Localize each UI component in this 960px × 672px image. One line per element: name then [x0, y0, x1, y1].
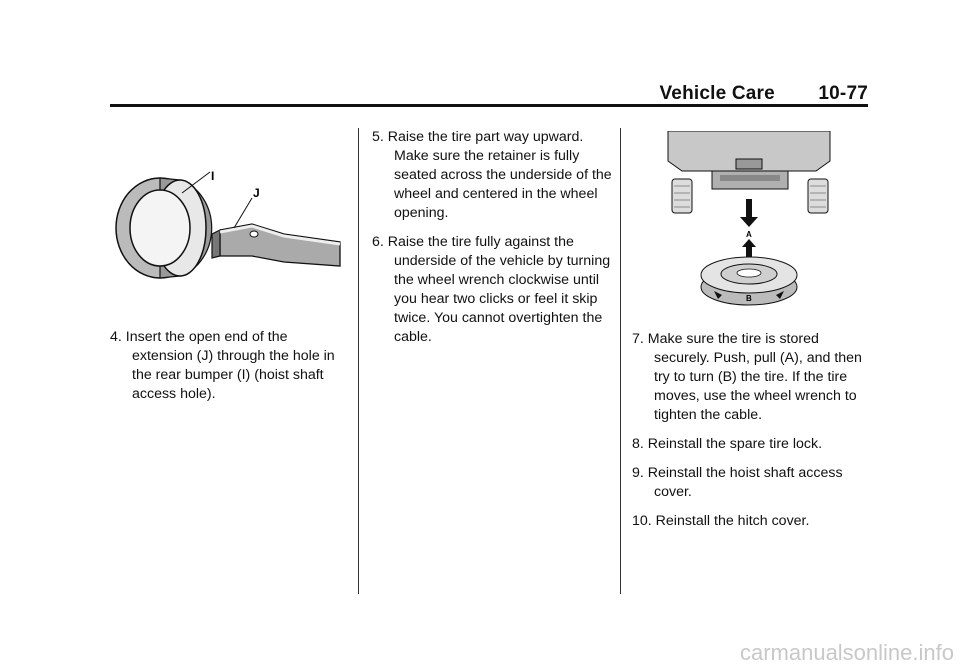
- page-number: 10-77: [818, 83, 868, 104]
- column-1: [110, 328, 346, 414]
- step-10: 10. Reinstall the hitch cover.: [632, 513, 810, 529]
- step-5: 5. Raise the tire part way upward. Make sure the retainer is fully seated across the underside of the wheel and centered in the wheel opening.: [372, 129, 612, 221]
- page-header: [659, 83, 868, 105]
- label-a: A: [746, 230, 752, 239]
- column-2: [372, 128, 612, 357]
- step-8: 8. Reinstall the spare tire lock.: [632, 436, 823, 452]
- label-i: I: [211, 169, 215, 183]
- label-b: B: [746, 294, 752, 303]
- step-7: 7. Make sure the tire is stored securely. Push, pull (A), and then try to turn (B) the tire. If the tire moves, use the wheel wrench to tighten the cable.: [632, 331, 862, 423]
- column-divider-1: [358, 128, 359, 594]
- header-rule: [110, 104, 868, 107]
- step-6: 6. Raise the tire fully against the underside of the vehicle by turning the wheel wrench clockwise until you hear two clicks or feel it skip twice. You cannot overtighten the cable.: [372, 234, 611, 345]
- column-3: [632, 330, 876, 541]
- column-divider-2: [620, 128, 621, 594]
- watermark: carmanualsonline.info: [739, 640, 954, 665]
- bumper-extension-illustration: [112, 160, 344, 280]
- spare-tire-stored-illustration: [666, 131, 832, 317]
- step-9: 9. Reinstall the hoist shaft access cover.: [632, 465, 843, 500]
- section-title: Vehicle Care: [659, 83, 775, 104]
- label-j: J: [253, 186, 260, 200]
- step-4: 4. Insert the open end of the extension (J) through the hole in the rear bumper (I) (hoist shaft access hole).: [110, 329, 335, 402]
